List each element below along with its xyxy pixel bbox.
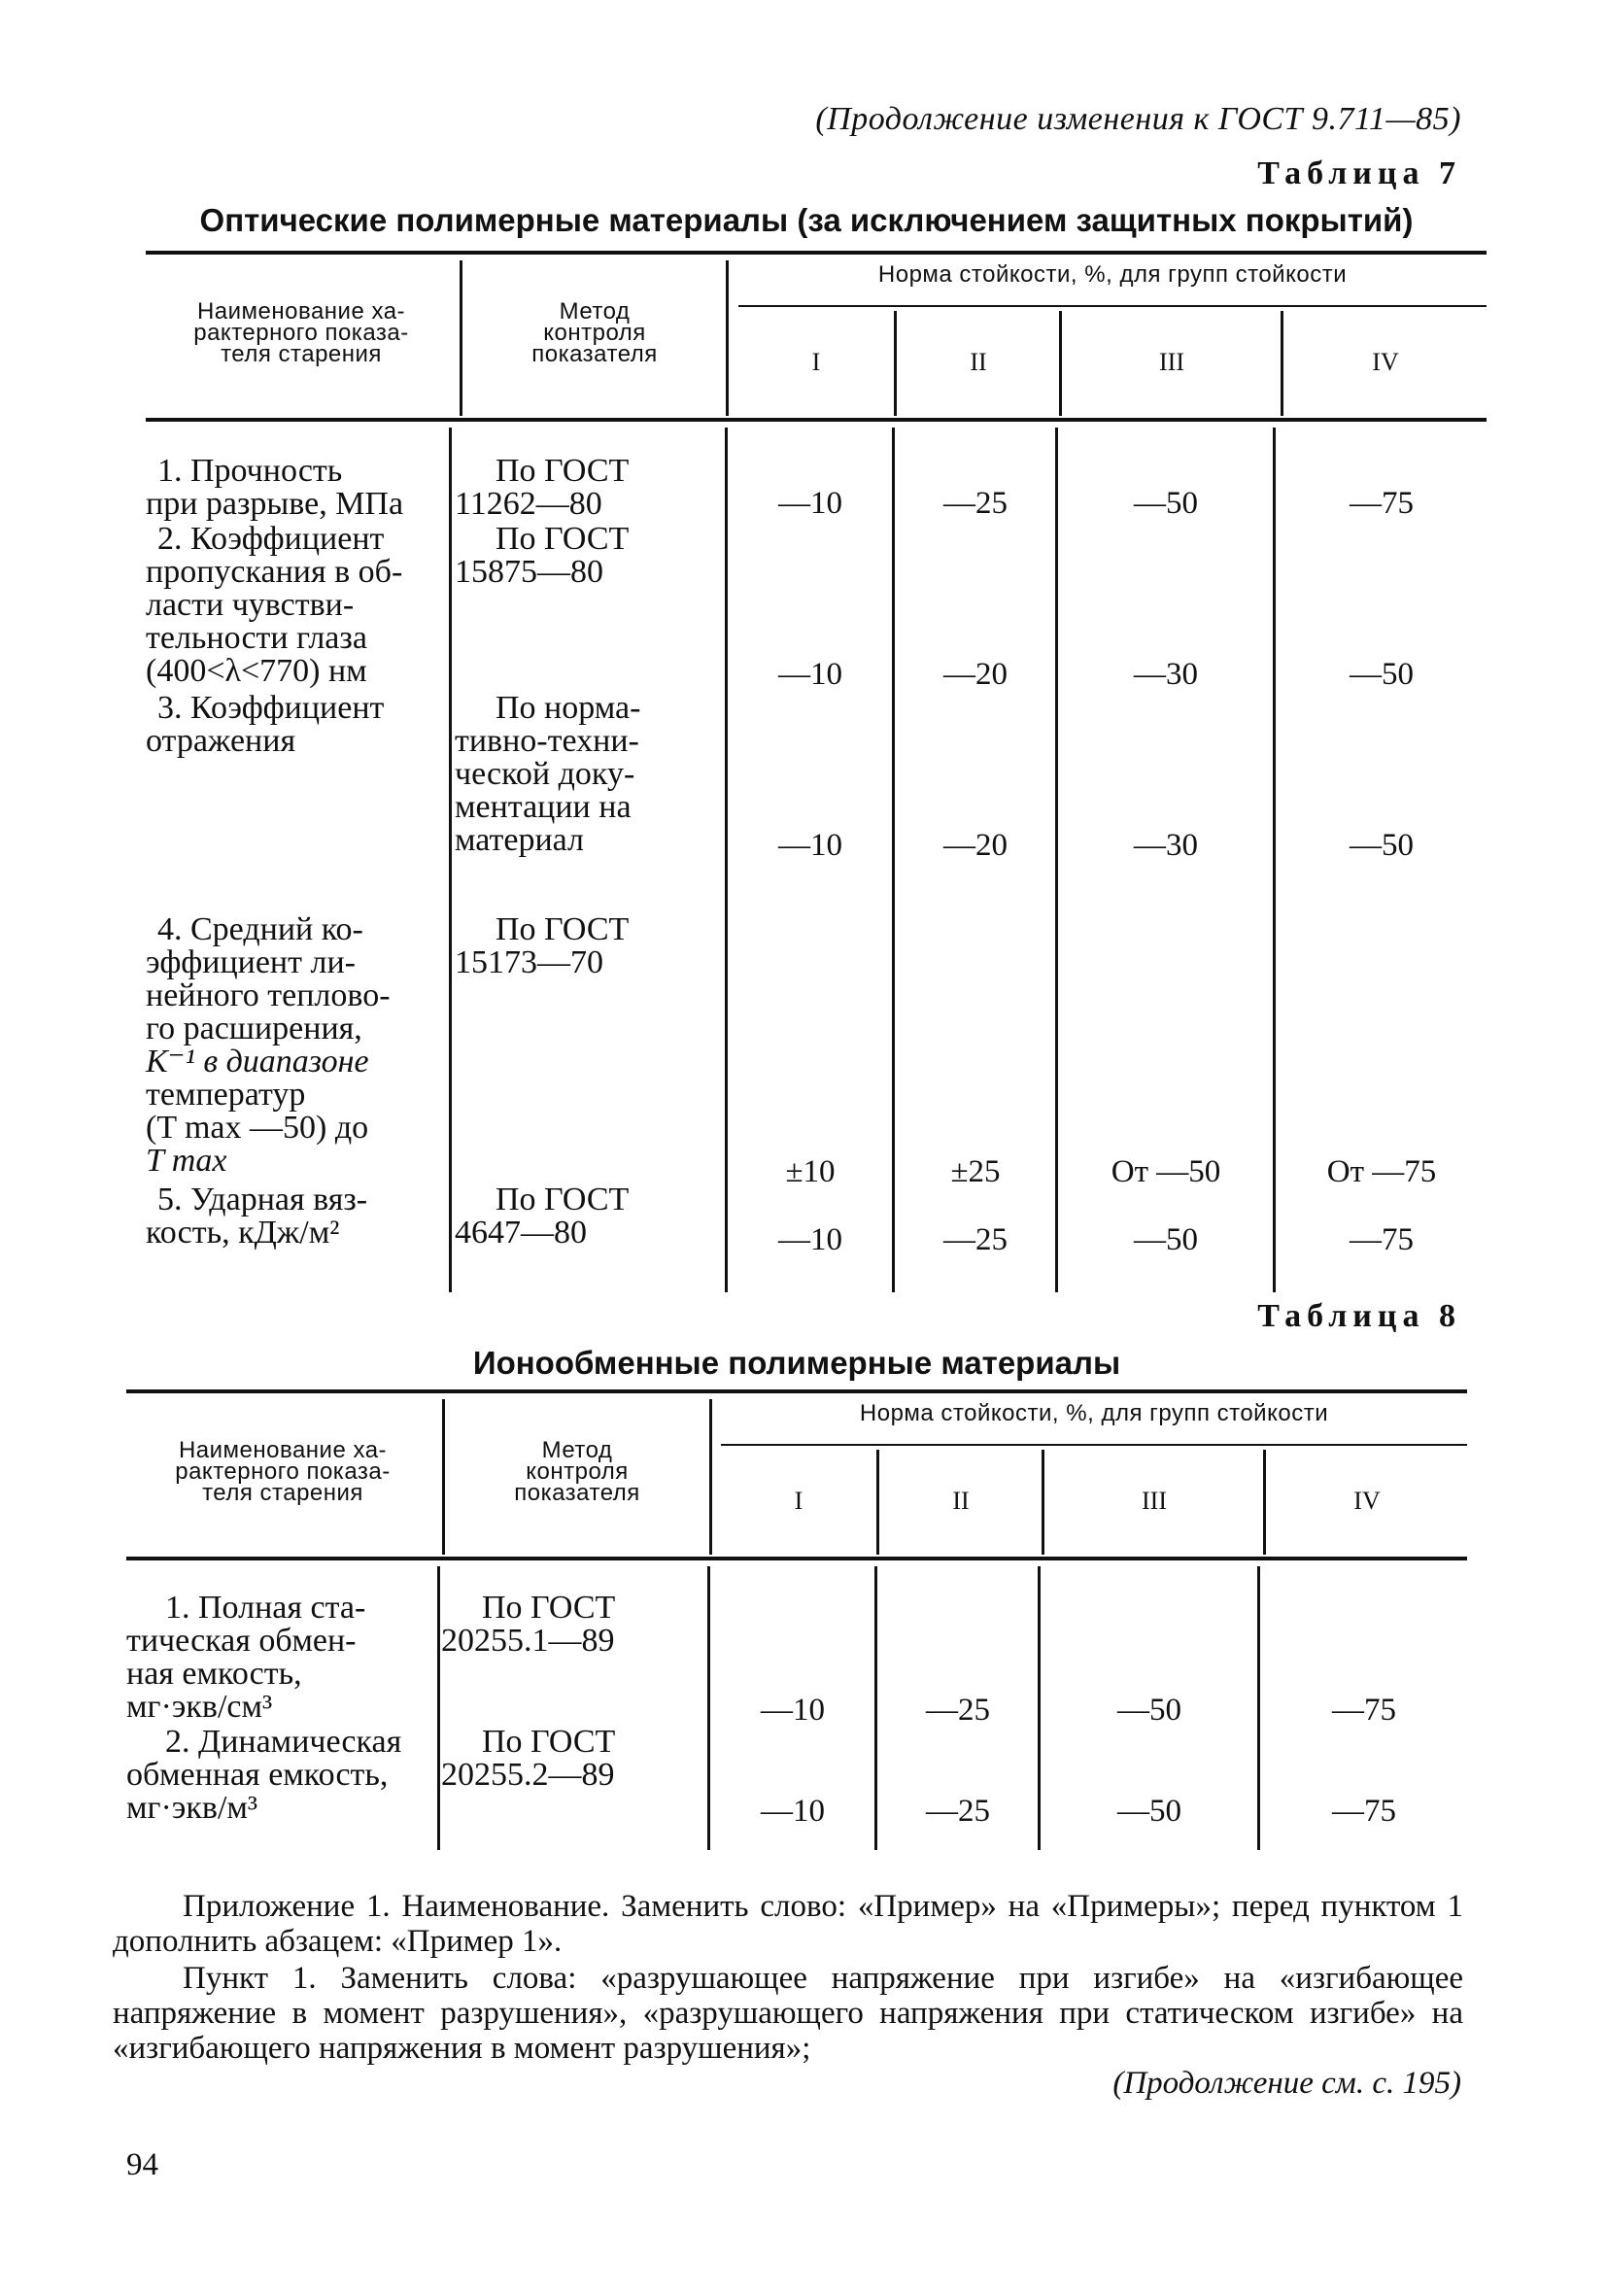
table8-body-divider-3	[874, 1566, 877, 1850]
table7-row5-val-1: —10	[778, 1222, 842, 1257]
table7-group-2: II	[970, 348, 987, 376]
table7-row1-val-4: —75	[1350, 486, 1414, 521]
paragraph-appendix-1: Приложение 1. Наименование. Заменить слово: «Пример» на «Примеры»; перед пунктом 1 дополнить абзацем: «Пример 1».	[113, 1889, 1463, 1959]
table8-body-divider-2	[707, 1566, 710, 1850]
table7-row4-val-1: ±10	[785, 1154, 836, 1189]
table-row: 2. Коэффициент пропускания в об- ласти чувстви- тельности глаза (400<λ<770) нм	[146, 521, 403, 689]
table7-row2-val-1: —10	[778, 657, 842, 692]
table8-body-divider-1	[437, 1566, 440, 1850]
table8-row1-val-2: —25	[926, 1693, 990, 1728]
table7-group-4: IV	[1372, 348, 1399, 376]
table-row: 4. Средний ко- эффициент ли- нейного теплово- го расширения, K⁻¹ в диапазоне температур (T max —50) до T max	[146, 911, 391, 1179]
table8-row2-val-4: —75	[1332, 1794, 1396, 1829]
continuation-header: (Продолжение изменения к ГОСТ 9.711—85)	[815, 101, 1461, 137]
table8-title: Ионообменные полимерные материалы	[472, 1345, 1121, 1381]
paragraph-clause-1: Пункт 1. Заменить слова: «разрушающее напряжение при изгибе» на «изгибающее напряжение в момент разрушения», «разрушающего напряжения при статическом изгибе» на «изгибающего напряжения в момент разрушения»;	[113, 1961, 1463, 2066]
table8-hdr-divider-3	[876, 1450, 879, 1555]
table7-body-divider-4	[1055, 428, 1058, 1292]
table7-row4-val-3: От —50	[1111, 1154, 1221, 1189]
table8-hdr-norm: Норма стойкости, %, для групп стойкости	[859, 1400, 1329, 1426]
table8-body-divider-4	[1038, 1566, 1041, 1850]
table7	[146, 251, 1487, 1300]
table8-row1-val-4: —75	[1332, 1693, 1396, 1728]
table7-row3-val-1: —10	[778, 828, 842, 863]
table8-number: Таблица 8	[1257, 1298, 1461, 1334]
table7-row2-val-3: —30	[1134, 657, 1198, 692]
table-row: 3. Коэффициент отражения	[146, 690, 385, 759]
table7-row5-val-3: —50	[1134, 1222, 1198, 1257]
table8-group-1: I	[794, 1487, 804, 1515]
table8-header-rule	[126, 1557, 1467, 1560]
table7-row2-val-4: —50	[1350, 657, 1414, 692]
table7-header-rule	[146, 418, 1487, 422]
table7-row4-val-2: ±25	[950, 1154, 1001, 1189]
page-number: 94	[126, 2147, 158, 2182]
table7-row3-val-3: —30	[1134, 828, 1198, 863]
table8-group-3: III	[1142, 1487, 1167, 1515]
table7-row4-method: По ГОСТ 15173—70	[455, 911, 630, 980]
table7-body-divider-2	[725, 428, 728, 1292]
table8	[126, 1389, 1467, 1856]
table7-row4-val-4: От —75	[1326, 1154, 1437, 1189]
table7-hdr-method: Метод контроля показателя	[531, 298, 658, 367]
table7-row3-method: По норма- тивно-техни- ческой доку- ментации на материал	[455, 690, 641, 858]
table8-row1-val-1: —10	[761, 1693, 825, 1728]
table7-body-divider-5	[1273, 428, 1276, 1292]
table7-title: Оптические полимерные материалы (за исключением защитных покрытий)	[199, 202, 1414, 238]
table7-hdr-norm: Норма стойкости, %, для групп стойкости	[877, 261, 1348, 288]
table7-hdr-divider-1	[460, 260, 462, 416]
table8-row2-val-2: —25	[926, 1794, 990, 1829]
table-row: 1. Прочность при разрыве, МПа	[146, 453, 404, 522]
table-row: 2. Динамическая обменная емкость, мг·экв/м³	[126, 1724, 402, 1826]
table7-number: Таблица 7	[1257, 155, 1461, 191]
table7-hdr-divider-4	[1059, 311, 1062, 416]
table8-body-divider-5	[1257, 1566, 1260, 1850]
table7-row5-val-2: —25	[943, 1222, 1008, 1257]
table7-row1-val-3: —50	[1134, 486, 1198, 521]
table8-group-2: II	[952, 1487, 970, 1515]
continued-note: (Продолжение см. с. 195)	[1112, 2066, 1461, 2101]
table7-row3-val-4: —50	[1350, 828, 1414, 863]
table7-row5-method: По ГОСТ 4647—80	[455, 1182, 630, 1251]
table7-norm-rule	[738, 305, 1487, 307]
table7-hdr-divider-5	[1281, 311, 1283, 416]
table7-group-1: I	[811, 348, 821, 376]
table7-row1-method: По ГОСТ 11262—80	[455, 453, 630, 522]
table8-row2-method: По ГОСТ 20255.2—89	[441, 1724, 616, 1793]
table8-hdr-divider-1	[442, 1399, 445, 1555]
table7-body-divider-1	[449, 428, 452, 1292]
table8-hdr-divider-4	[1042, 1450, 1044, 1555]
table7-row1-val-1: —10	[778, 486, 842, 521]
table8-row2-val-1: —10	[761, 1794, 825, 1829]
table8-hdr-name: Наименование ха- рактерного показа- теля старения	[175, 1437, 391, 1506]
table7-row5-val-4: —75	[1350, 1222, 1414, 1257]
table7-top-rule	[146, 251, 1487, 255]
table7-row2-method: По ГОСТ 15875—80	[455, 521, 630, 590]
table8-hdr-method: Метод контроля показателя	[514, 1437, 640, 1506]
table7-row2-val-2: —20	[943, 657, 1008, 692]
table8-row1-method: По ГОСТ 20255.1—89	[441, 1590, 616, 1659]
table7-hdr-divider-3	[894, 311, 897, 416]
table7-row3-val-2: —20	[943, 828, 1008, 863]
table-row: 1. Полная ста- тическая обмен- ная емкость, мг·экв/см³	[126, 1590, 366, 1725]
table7-group-3: III	[1159, 348, 1184, 376]
table8-norm-rule	[721, 1444, 1467, 1446]
table7-hdr-divider-2	[726, 260, 729, 416]
table7-row1-val-2: —25	[943, 486, 1008, 521]
table-row: 5. Ударная вяз- кость, кДж/м²	[146, 1182, 368, 1251]
table7-hdr-name: Наименование ха- рактерного показа- теля старения	[193, 298, 409, 367]
table8-row1-val-3: —50	[1117, 1693, 1181, 1728]
table7-body-divider-3	[892, 428, 895, 1292]
table8-hdr-divider-5	[1263, 1450, 1266, 1555]
table8-row2-val-3: —50	[1117, 1794, 1181, 1829]
table8-hdr-divider-2	[709, 1399, 712, 1555]
table8-group-4: IV	[1353, 1487, 1381, 1515]
table8-top-rule	[126, 1389, 1467, 1393]
